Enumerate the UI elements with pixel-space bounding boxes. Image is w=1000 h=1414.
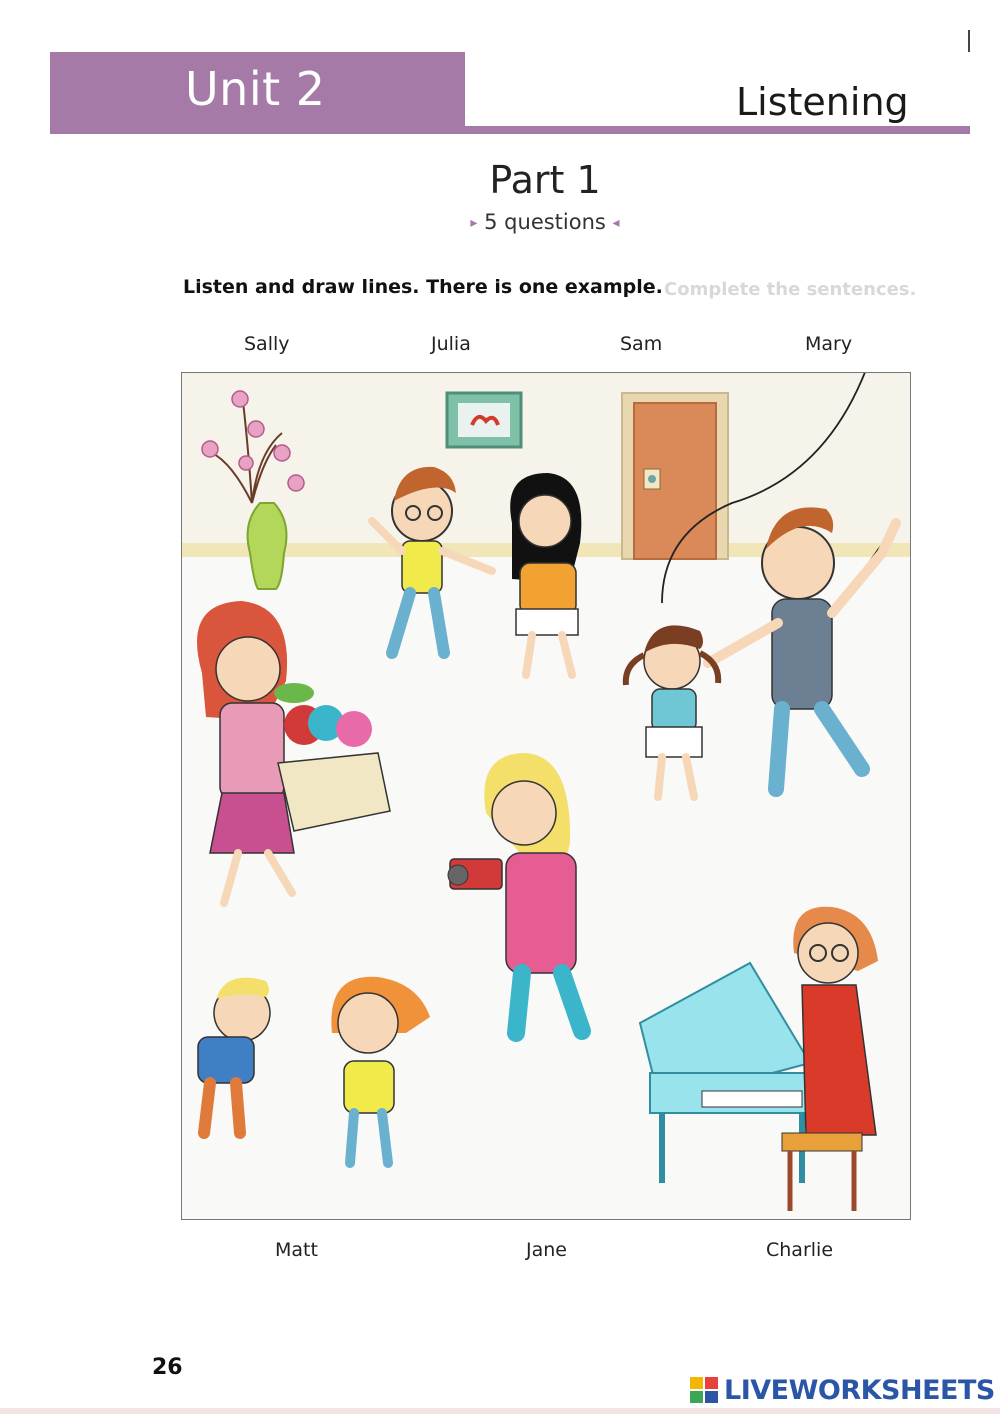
question-count [0,210,1000,234]
liveworksheets-logo-icon [690,1375,720,1405]
liveworksheets-logo [690,1374,995,1406]
name-label-top[interactable]: Sally [244,333,290,355]
name-label-top[interactable]: Sam [620,333,663,355]
question-count-label: 5 questions [484,210,606,234]
bottom-strip [0,1408,1000,1414]
name-label-top[interactable]: Mary [805,333,853,355]
left-marker-icon: ▸ [470,215,478,231]
party-scene-illustration [182,373,911,1220]
page-edge-mark [968,30,970,52]
name-label-bottom[interactable]: Jane [526,1239,567,1261]
section-title: Listening [736,80,909,124]
name-label-top[interactable]: Julia [431,333,471,355]
page-number: 26 [152,1355,183,1380]
wall-picture-icon [447,393,521,447]
unit-title: Unit 2 [185,62,326,116]
part-title: Part 1 [489,158,601,202]
faded-heading-1: Complete the sentences. [664,279,917,300]
instruction-text: Listen and draw lines. There is one example. [183,276,663,298]
header-rule [465,126,970,134]
name-label-bottom[interactable]: Matt [275,1239,318,1261]
liveworksheets-wordmark: LIVEWORKSHEETS [724,1374,995,1406]
right-marker-icon: ◂ [612,215,620,231]
name-label-bottom[interactable]: Charlie [766,1239,834,1261]
illustration-frame [181,372,911,1220]
door-icon [622,393,728,559]
